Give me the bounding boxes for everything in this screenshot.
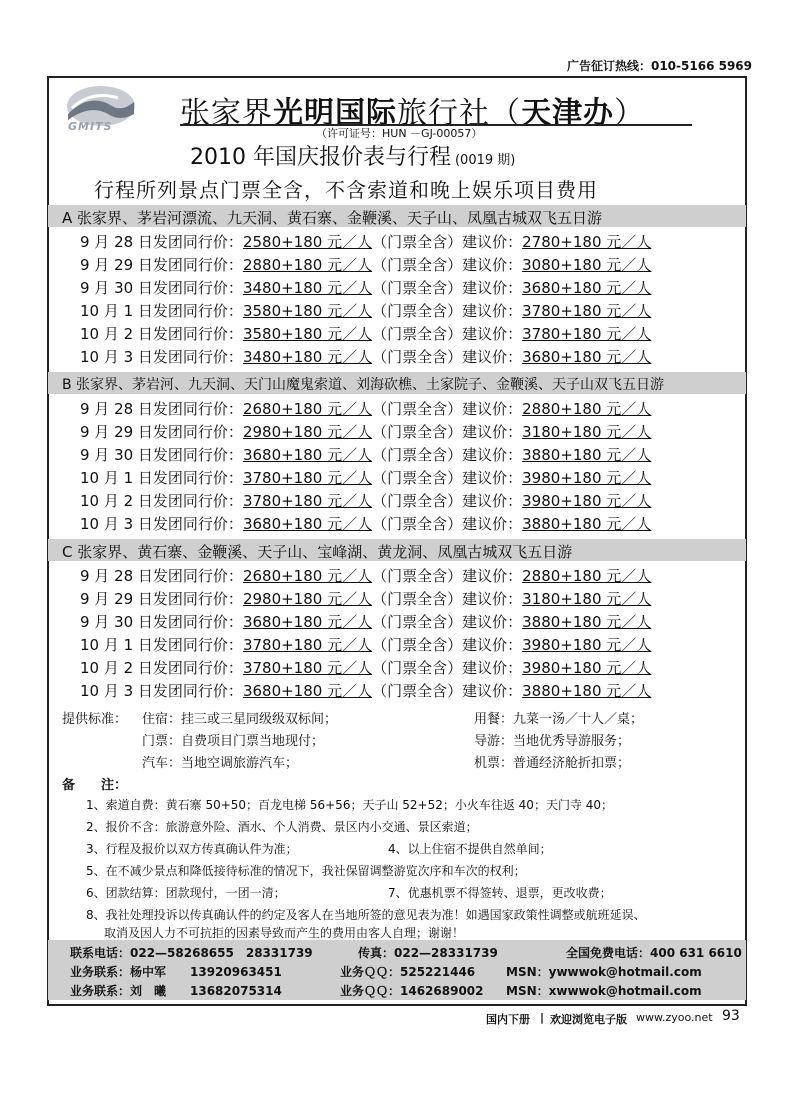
price-row: 10 月 2 日发团同行价：3580+180 元／人（门票全含）建议价：3780+180 元／人	[80, 325, 652, 343]
price-row: 10 月 2 日发团同行价：3780+180 元／人（门票全含）建议价：3980+180 元／人	[80, 492, 652, 510]
ad-hotline: 广告征订热线：010-5166 5969	[566, 59, 752, 73]
price-row: 10 月 3 日发团同行价：3480+180 元／人（门票全含）建议价：3680+180 元／人	[80, 348, 652, 366]
agency-name: 张家界光明国际旅行社（天津办）	[180, 96, 645, 131]
price-row: 9 月 29 日发团同行价：2980+180 元／人（门票全含）建议价：3180+180 元／人	[80, 590, 652, 608]
price-row: 9 月 28 日发团同行价：2580+180 元／人（门票全含）建议价：2780+180 元／人	[80, 233, 652, 251]
price-row: 9 月 28 日发团同行价：2680+180 元／人（门票全含）建议价：2880+180 元／人	[80, 400, 652, 418]
standard-car: 汽车：当地空调旅游汽车；	[142, 756, 299, 771]
contact-phone: 联系电话：022—58268655 28331739	[70, 946, 313, 960]
standard-lodging: 住宿：挂三或三星同级级双标间；	[142, 712, 338, 727]
note-8-cont: 取消及因人力不可抗拒的因素导致而产生的费用由客人自理；谢谢！	[104, 926, 465, 940]
route-c-title: C 张家界、黄石寨、金鞭溪、天子山、宝峰湖、黄龙洞、凤凰古城双飞五日游	[62, 543, 573, 561]
footer-section: 国内下册	[486, 1013, 530, 1026]
standard-tickets: 门票：自费项目门票当地现付；	[142, 734, 325, 749]
contact-person-1: 业务联系：杨中军 13920963451	[70, 965, 282, 979]
price-row: 9 月 30 日发团同行价：3480+180 元／人（门票全含）建议价：3680+180 元／人	[80, 279, 652, 297]
standard-meals: 用餐：九菜一汤／十人／桌；	[474, 712, 644, 727]
page-title: 2010 年国庆报价表与行程 (0019 期)	[190, 145, 516, 170]
note-6: 6、团款结算：团款现付，一团一清；	[86, 886, 286, 900]
contact-msn-2: MSN：xwwwok@hotmail.com	[506, 984, 702, 998]
price-row: 10 月 1 日发团同行价：3780+180 元／人（门票全含）建议价：3980+180 元／人	[80, 469, 652, 487]
route-a-title: A 张家界、茅岩河漂流、九天洞、黄石寨、金鞭溪、天子山、凤凰古城双飞五日游	[62, 209, 603, 227]
price-row: 10 月 2 日发团同行价：3780+180 元／人（门票全含）建议价：3980+180 元／人	[80, 659, 652, 677]
contact-tollfree: 全国免费电话：400 631 6610	[566, 946, 742, 960]
standard-guide: 导游：当地优秀导游服务；	[474, 734, 631, 749]
logo-text: GMITS	[68, 120, 113, 133]
price-row: 10 月 1 日发团同行价：3580+180 元／人（门票全含）建议价：3780+180 元／人	[80, 302, 652, 320]
price-row: 10 月 3 日发团同行价：3680+180 元／人（门票全含）建议价：3880+180 元／人	[80, 682, 652, 700]
note-4: 4、以上住宿不提供自然单间；	[388, 842, 552, 856]
page-subtitle: 行程所列景点门票全含，不含索道和晚上娱乐项目费用	[94, 178, 598, 202]
contact-person-2: 业务联系：刘 曦 13682075314	[70, 984, 282, 998]
note-7: 7、优惠机票不得签转、退票，更改收费；	[388, 886, 612, 900]
note-8: 8、我社处理投诉以传真确认件的约定及客人在当地所签的意见表为准！如遇国家政策性调整或航班延误、	[86, 908, 646, 922]
price-row: 9 月 29 日发团同行价：2880+180 元／人（门票全含）建议价：3080+180 元／人	[80, 256, 652, 274]
note-2: 2、报价不含：旅游意外险、酒水、个人消费、景区内小交通、景区索道；	[86, 820, 478, 834]
standard-flight: 机票：普通经济舱折扣票；	[474, 756, 631, 771]
note-1: 1、索道自费：黄石寨 50+50；百龙电梯 56+56；天子山 52+52；小火车往返 40；天门寺 40；	[86, 798, 614, 812]
note-5: 5、在不减少景点和降低接待标准的情况下，我社保留调整游览次序和车次的权利；	[86, 864, 526, 878]
notes-label: 备 注：	[62, 778, 128, 793]
price-row: 9 月 28 日发团同行价：2680+180 元／人（门票全含）建议价：2880+180 元／人	[80, 567, 652, 585]
price-row: 9 月 30 日发团同行价：3680+180 元／人（门票全含）建议价：3880+180 元／人	[80, 613, 652, 631]
contact-qq-2: 业务ＱＱ：1462689002	[340, 984, 484, 998]
price-row: 10 月 3 日发团同行价：3680+180 元／人（门票全含）建议价：3880+180 元／人	[80, 515, 652, 533]
price-row: 9 月 29 日发团同行价：2980+180 元／人（门票全含）建议价：3180+180 元／人	[80, 423, 652, 441]
standards-label: 提供标准：	[62, 712, 128, 727]
route-b-title: B 张家界、茅岩河、九天洞、天门山魔鬼索道、刘海砍樵、土家院子、金鞭溪、天子山双飞五日游	[62, 377, 665, 393]
footer-separator: |	[540, 1011, 545, 1024]
contact-msn-1: MSN：ywwwok@hotmail.com	[506, 965, 702, 979]
price-row: 10 月 1 日发团同行价：3780+180 元／人（门票全含）建议价：3980+180 元／人	[80, 636, 652, 654]
contact-fax: 传真：022—28331739	[358, 946, 498, 960]
footer-ebook: 欢迎浏览电子版	[550, 1013, 627, 1026]
license-number: （许可证号：HUN －GJ-00057）	[316, 127, 483, 140]
footer-url[interactable]: www.zyoo.net	[636, 1011, 713, 1024]
note-3: 3、行程及报价以双方传真确认件为准；	[86, 842, 298, 856]
page-number: 93	[722, 1008, 740, 1024]
price-row: 9 月 30 日发团同行价：3680+180 元／人（门票全含）建议价：3880+180 元／人	[80, 446, 652, 464]
contact-qq-1: 业务ＱＱ：525221446	[340, 965, 476, 979]
